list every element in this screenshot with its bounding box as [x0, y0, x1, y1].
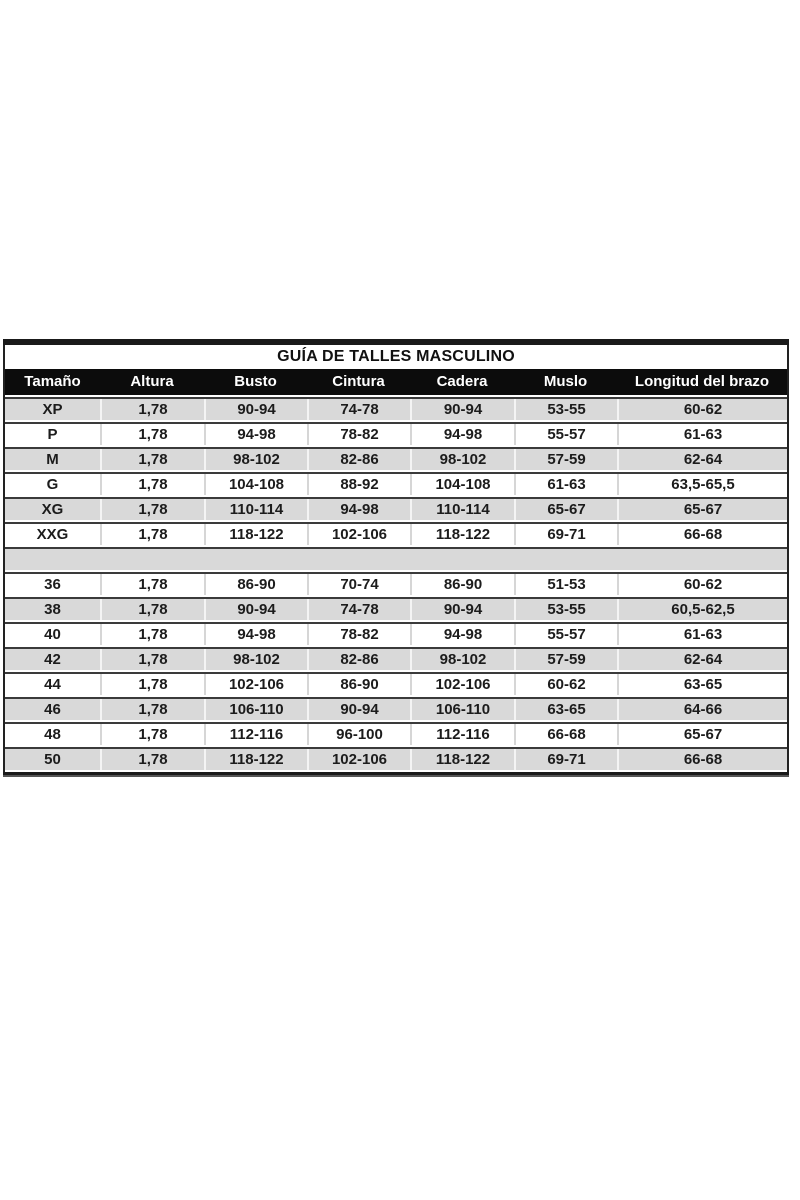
- table-row: [5, 397, 787, 420]
- header-cell-7: Longitud del brazo: [634, 373, 770, 390]
- table-row: [5, 697, 787, 720]
- table-cell: 90-94: [307, 699, 410, 720]
- table-row: [5, 522, 787, 545]
- table-cell: 104-108: [410, 474, 514, 495]
- separator-row: [5, 547, 787, 570]
- table-cell: 61-63: [514, 474, 617, 495]
- table-cell: 46: [44, 701, 61, 718]
- table-cell: 40: [44, 626, 61, 643]
- table-cell: 110-114: [204, 499, 307, 520]
- table-row: [5, 497, 787, 520]
- table-row: [5, 597, 787, 620]
- table-cell: 1,78: [100, 424, 204, 445]
- table-cell: 82-86: [307, 449, 410, 470]
- table-cell: 60,5-62,5: [617, 599, 787, 620]
- header-cell-6: Muslo: [543, 373, 588, 390]
- table-cell: 106-110: [410, 699, 514, 720]
- table-cell: 104-108: [204, 474, 307, 495]
- table-cell: 66-68: [617, 524, 787, 545]
- table-row: [5, 622, 787, 645]
- table-cell: 98-102: [410, 649, 514, 670]
- table-cell: 38: [44, 601, 61, 618]
- table-row: [5, 572, 787, 595]
- table-cell: 50: [44, 751, 61, 768]
- table-cell: 48: [44, 726, 61, 743]
- table-cell: 61-63: [617, 624, 787, 645]
- table-cell: 62-64: [617, 449, 787, 470]
- table-body: [5, 397, 787, 770]
- table-cell: 60-62: [514, 674, 617, 695]
- table-title: GUÍA DE TALLES MASCULINO: [5, 345, 787, 369]
- table-cell: 106-110: [204, 699, 307, 720]
- header-cell-1: Tamaño: [24, 373, 81, 390]
- table-cell: 78-82: [307, 424, 410, 445]
- table-cell: 63-65: [514, 699, 617, 720]
- table-cell: 1,78: [100, 399, 204, 420]
- table-cell: 66-68: [617, 749, 787, 770]
- table-cell: 94-98: [204, 424, 307, 445]
- table-cell: 88-92: [307, 474, 410, 495]
- table-cell: 1,78: [100, 524, 204, 545]
- table-cell: 82-86: [307, 649, 410, 670]
- table-cell: 57-59: [514, 449, 617, 470]
- table-cell: 69-71: [514, 524, 617, 545]
- table-cell: 96-100: [307, 724, 410, 745]
- table-cell: 98-102: [204, 449, 307, 470]
- separator-cell: [5, 549, 787, 570]
- table-cell: 1,78: [100, 724, 204, 745]
- table-cell: 78-82: [307, 624, 410, 645]
- table-row: [5, 422, 787, 445]
- table-cell: 65-67: [617, 499, 787, 520]
- size-guide-table: [3, 339, 789, 775]
- table-cell: 1,78: [100, 449, 204, 470]
- table-cell: 66-68: [514, 724, 617, 745]
- table-cell: 63,5-65,5: [617, 474, 787, 495]
- table-cell: M: [46, 451, 59, 468]
- table-cell: 102-106: [307, 749, 410, 770]
- table-cell: 1,78: [100, 474, 204, 495]
- table-cell: 1,78: [100, 499, 204, 520]
- table-cell: 112-116: [204, 724, 307, 745]
- table-cell: 64-66: [617, 699, 787, 720]
- table-cell: 90-94: [204, 399, 307, 420]
- table-cell: 42: [44, 651, 61, 668]
- table-cell: 94-98: [307, 499, 410, 520]
- table-cell: 90-94: [410, 599, 514, 620]
- table-row: [5, 447, 787, 470]
- table-cell: 90-94: [410, 399, 514, 420]
- table-cell: P: [47, 426, 58, 443]
- table-cell: 112-116: [410, 724, 514, 745]
- header-cell-4: Cintura: [332, 373, 385, 390]
- table-cell: 74-78: [307, 599, 410, 620]
- table-cell: 55-57: [514, 624, 617, 645]
- table-cell: XXG: [36, 526, 69, 543]
- table-cell: 98-102: [410, 449, 514, 470]
- table-cell: 1,78: [100, 574, 204, 595]
- table-cell: 60-62: [617, 574, 787, 595]
- table-cell: 1,78: [100, 624, 204, 645]
- table-cell: G: [46, 476, 59, 493]
- table-cell: 94-98: [410, 424, 514, 445]
- table-cell: 118-122: [204, 749, 307, 770]
- table-bottom-border: [3, 772, 789, 775]
- table-cell: 118-122: [204, 524, 307, 545]
- table-cell: 53-55: [514, 399, 617, 420]
- table-cell: 57-59: [514, 649, 617, 670]
- table-cell: 65-67: [514, 499, 617, 520]
- table-row: [5, 722, 787, 745]
- table-cell: 98-102: [204, 649, 307, 670]
- table-cell: 94-98: [204, 624, 307, 645]
- table-cell: 1,78: [100, 699, 204, 720]
- header-cell-2: Altura: [130, 373, 174, 390]
- header-cell-5: Cadera: [436, 373, 488, 390]
- table-cell: 94-98: [410, 624, 514, 645]
- table-cell: 1,78: [100, 749, 204, 770]
- table-row: [5, 747, 787, 770]
- table-cell: 53-55: [514, 599, 617, 620]
- table-cell: 102-106: [307, 524, 410, 545]
- table-cell: 65-67: [617, 724, 787, 745]
- table-cell: 86-90: [410, 574, 514, 595]
- table-cell: 74-78: [307, 399, 410, 420]
- header-cell-3: Busto: [234, 373, 277, 390]
- table-cell: 36: [44, 576, 61, 593]
- table-cell: 118-122: [410, 749, 514, 770]
- table-cell: 118-122: [410, 524, 514, 545]
- table-cell: 60-62: [617, 399, 787, 420]
- table-cell: 69-71: [514, 749, 617, 770]
- table-cell: 70-74: [307, 574, 410, 595]
- table-row: [5, 472, 787, 495]
- table-cell: 51-53: [514, 574, 617, 595]
- table-cell: 44: [44, 676, 61, 693]
- table-cell: 55-57: [514, 424, 617, 445]
- table-cell: 110-114: [410, 499, 514, 520]
- table-cell: 90-94: [204, 599, 307, 620]
- table-cell: XP: [42, 401, 63, 418]
- table-cell: 102-106: [410, 674, 514, 695]
- table-row: [5, 647, 787, 670]
- table-cell: 1,78: [100, 649, 204, 670]
- table-cell: XG: [41, 501, 64, 518]
- table-cell: 61-63: [617, 424, 787, 445]
- table-cell: 102-106: [204, 674, 307, 695]
- table-cell: 63-65: [617, 674, 787, 695]
- table-row: [5, 672, 787, 695]
- table-cell: 86-90: [204, 574, 307, 595]
- table-cell: 86-90: [307, 674, 410, 695]
- table-cell: 62-64: [617, 649, 787, 670]
- table-header-row: [5, 369, 787, 395]
- table-cell: 1,78: [100, 674, 204, 695]
- table-cell: 1,78: [100, 599, 204, 620]
